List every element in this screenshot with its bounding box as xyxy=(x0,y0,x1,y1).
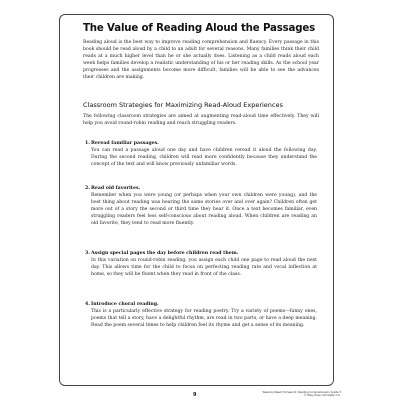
strategy-item-reread xyxy=(85,140,317,168)
intro-paragraph: Reading aloud is the best way to improve reading comprehension and fluency. Every passage in this book should be read aloud by a child to an adult for several reasons. Many families think their child reads at a much higher level than he or she actually does. Listening as a child reads aloud each week helps families develop a realistic understanding of his or her reading skills. As the school year progresses and the assignments become more difficult, families will be able to see the advances their children are making. xyxy=(83,40,319,80)
strategy-heading xyxy=(85,140,317,147)
strategy-title: Reread familiar passages. xyxy=(91,141,159,146)
strategy-title: Introduce choral reading. xyxy=(91,302,159,307)
strategy-body: This is a particularly effective strategy for reading poetry. Try a variety of poems—funny ones, poems that tell a story, have a delightful rhythm, are read in two parts, or have a deep meaning. Read the poem several times to help children feel its rhyme and get a sense of its meaning. xyxy=(91,309,317,328)
strategy-number: 4. xyxy=(85,302,90,307)
strategy-title: Assign special pages the day before children read them. xyxy=(91,251,239,256)
strategy-heading xyxy=(85,301,317,308)
footer-book-title: Week-by-Week Homework: Reading Comprehension Grade 3 xyxy=(262,391,341,394)
strategy-heading xyxy=(85,250,317,257)
page-number: 9 xyxy=(193,392,197,398)
footer-credit xyxy=(263,391,342,398)
footer-copyright: © Mary Rose, Scholastic Inc. xyxy=(303,394,341,398)
page-title: The Value of Reading Aloud the Passages xyxy=(83,23,316,34)
strategy-number: 3. xyxy=(85,251,90,256)
strategy-number: 2. xyxy=(85,186,90,191)
strategy-item-special-pages xyxy=(85,250,317,278)
section-heading: Classroom Strategies for Maximizing Read-Aloud Experiences xyxy=(83,101,283,109)
strategy-number: 1. xyxy=(85,141,90,146)
strategy-body: In this variation on round-robin reading, you assign each child one page to read aloud the next day. This allows time for the child to focus on perfecting reading rate and vocal inflection at home, so they will be fluent when they read in front of the class. xyxy=(91,258,317,277)
section-intro-paragraph: The following classroom strategies are aimed at augmenting read-aloud time effectively. They will help you avoid round-robin reading and reach struggling readers. xyxy=(83,114,319,126)
strategy-item-old-favorites xyxy=(85,185,317,227)
strategy-body: Remember when you were young (or perhaps when your own children were young), and the best thing about reading was hearing the same stories over and over again? Children often get more out of a story the second or third time they hear it. Once a text becomes familiar, even struggling readers feel less self-conscious about reading aloud. When children are reading an old favorite, they tend to read more fluently. xyxy=(91,193,317,226)
strategy-item-choral-reading xyxy=(85,301,317,329)
strategy-title: Read old favorites. xyxy=(91,186,141,191)
strategy-heading xyxy=(85,185,317,192)
strategy-body: You can read a passage aloud one day and have children reread it aloud the following day. During the second reading, children will read more confidently because they understand the concept of the text and will know previously unfamiliar words. xyxy=(91,148,317,167)
